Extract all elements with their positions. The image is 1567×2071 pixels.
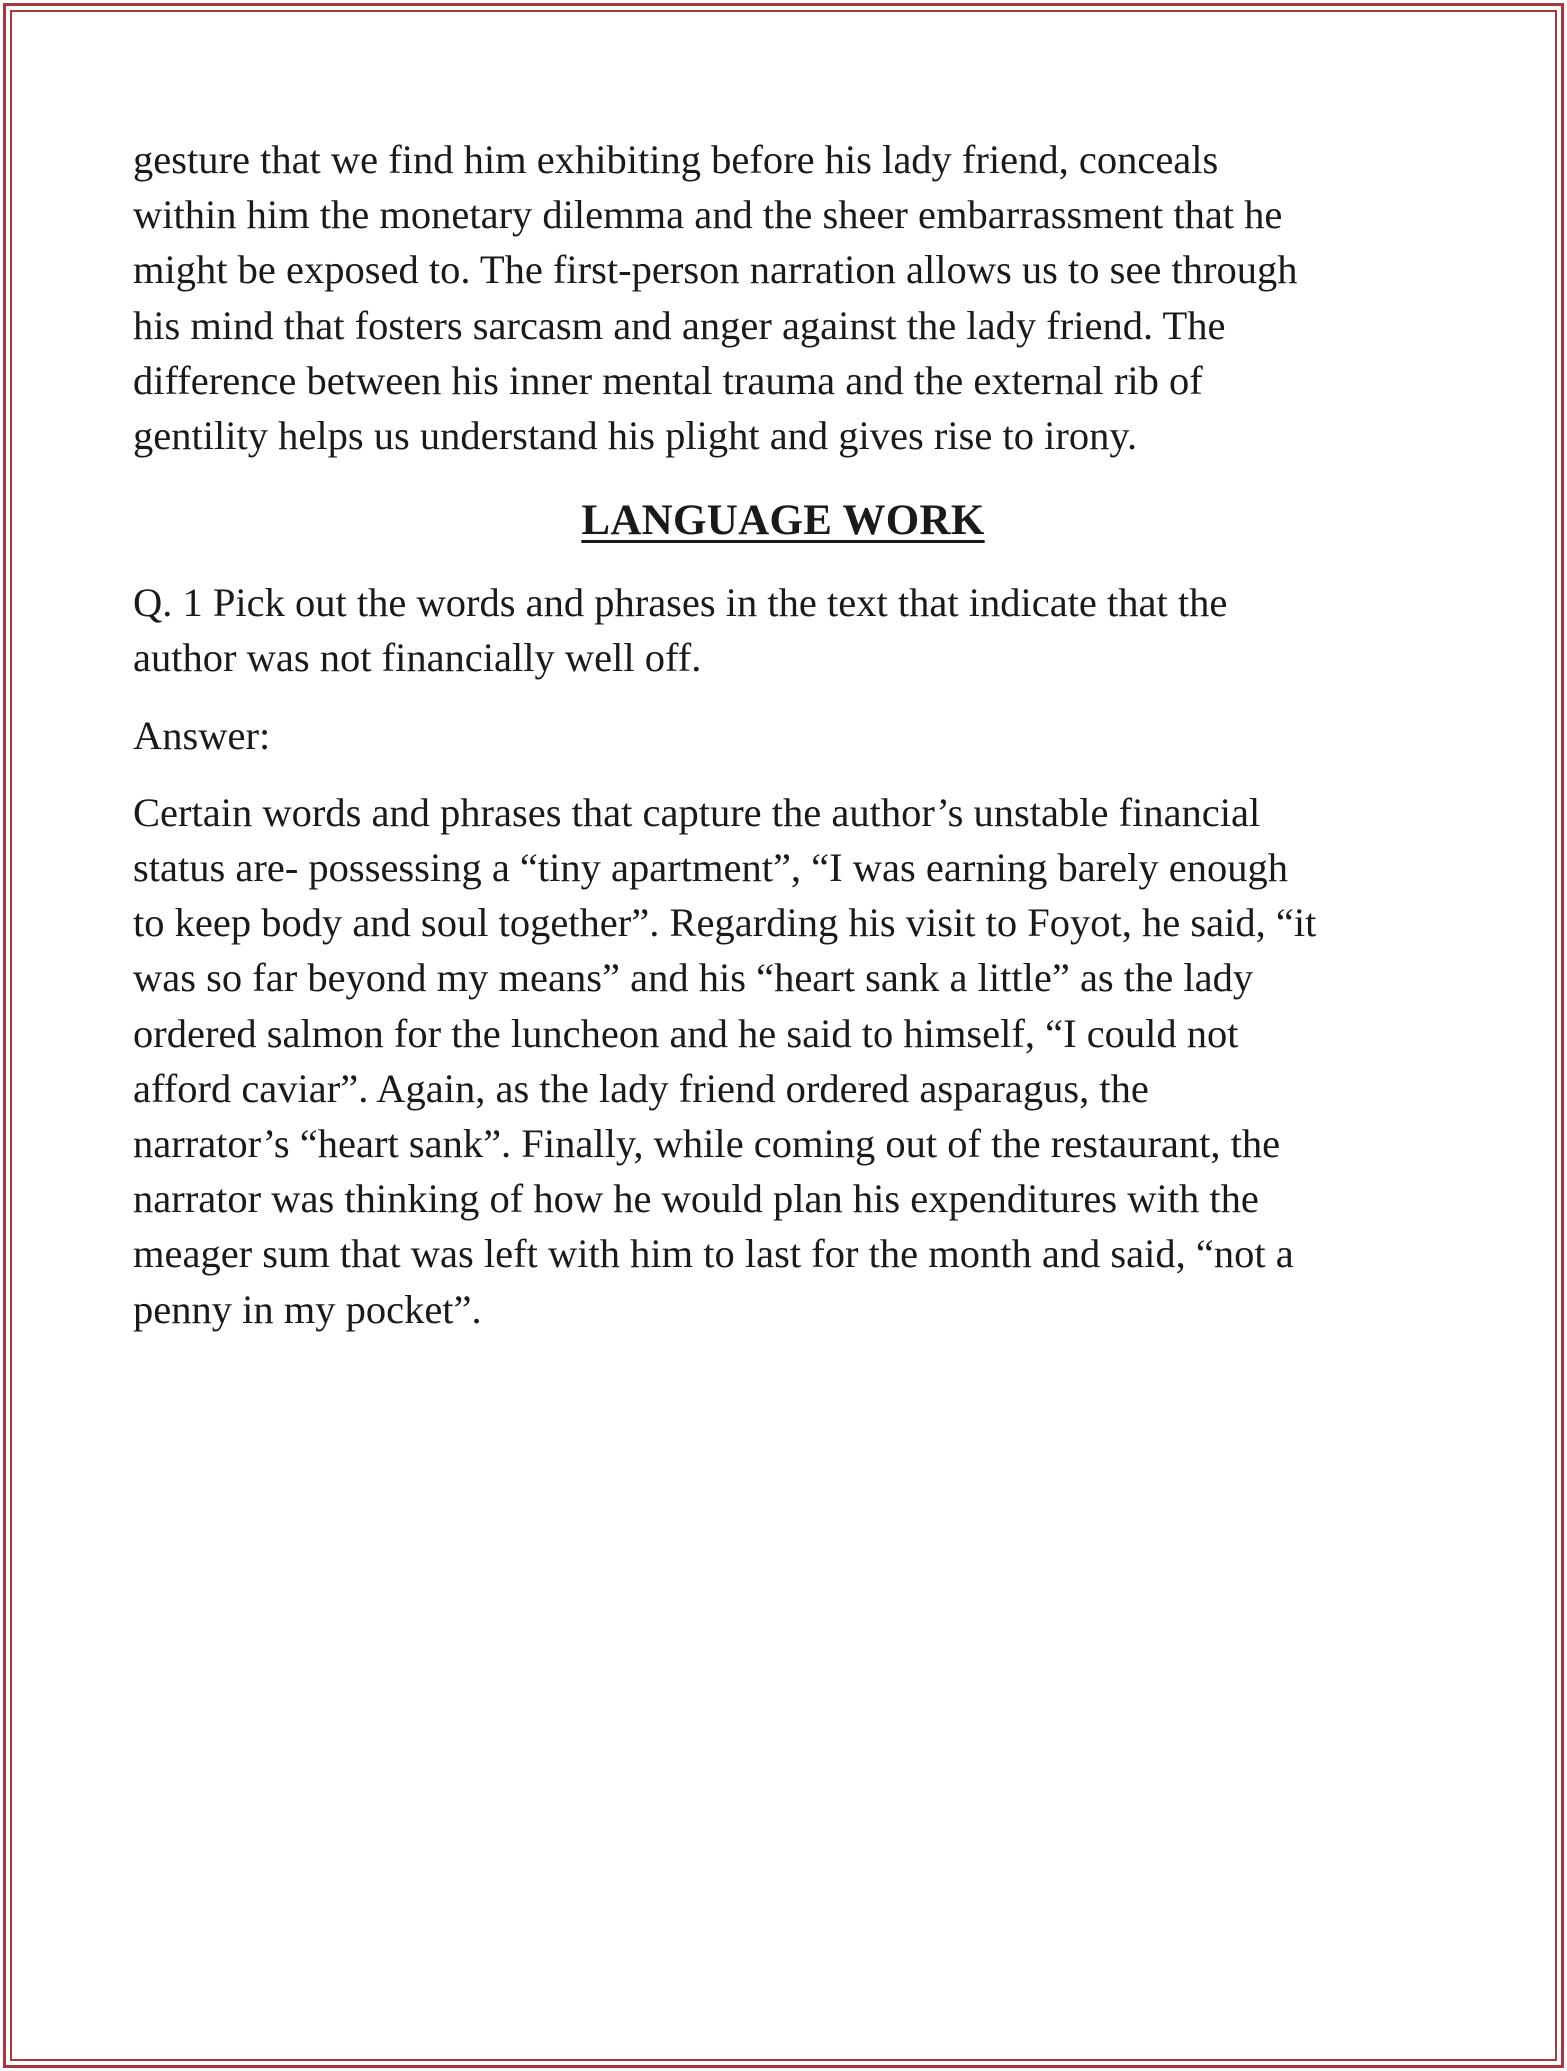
answer-label: Answer:: [133, 712, 271, 758]
section-heading: LANGUAGE WORK: [581, 497, 985, 545]
intro-paragraph: gesture that we find him exhibiting before his lady friend, conceals within him the monetary dilemma and the sheer embarrassment that he might be exposed to. The first-person narration allows us to see through his mind that fosters sarcasm and anger against the lady friend. The difference between his inner mental trauma and the external rib of gentility helps us understand his plight and gives rise to irony.: [133, 137, 1298, 459]
answer-text: Certain words and phrases that capture the author’s unstable financial status are- possessing a “tiny apartment”, “I was earning barely enough to keep body and soul together”. Regarding his visit to Foyot, he said, “it was so far beyond my means” and his “heart sank a little” as the lady ordered salmon for the luncheon and he said to himself, “I could not afford caviar”. Again, as the lady friend ordered asparagus, the narrator’s “heart sank”. Finally, while coming out of the restaurant, the narrator was thinking of how he would plan his expenditures with the meager sum that was left with him to last for the month and said, “not a penny in my pocket”.: [133, 789, 1317, 1332]
page-content: [133, 132, 1433, 1337]
question-text: Q. 1 Pick out the words and phrases in the text that indicate that the author was not financially well off.: [133, 580, 1228, 681]
